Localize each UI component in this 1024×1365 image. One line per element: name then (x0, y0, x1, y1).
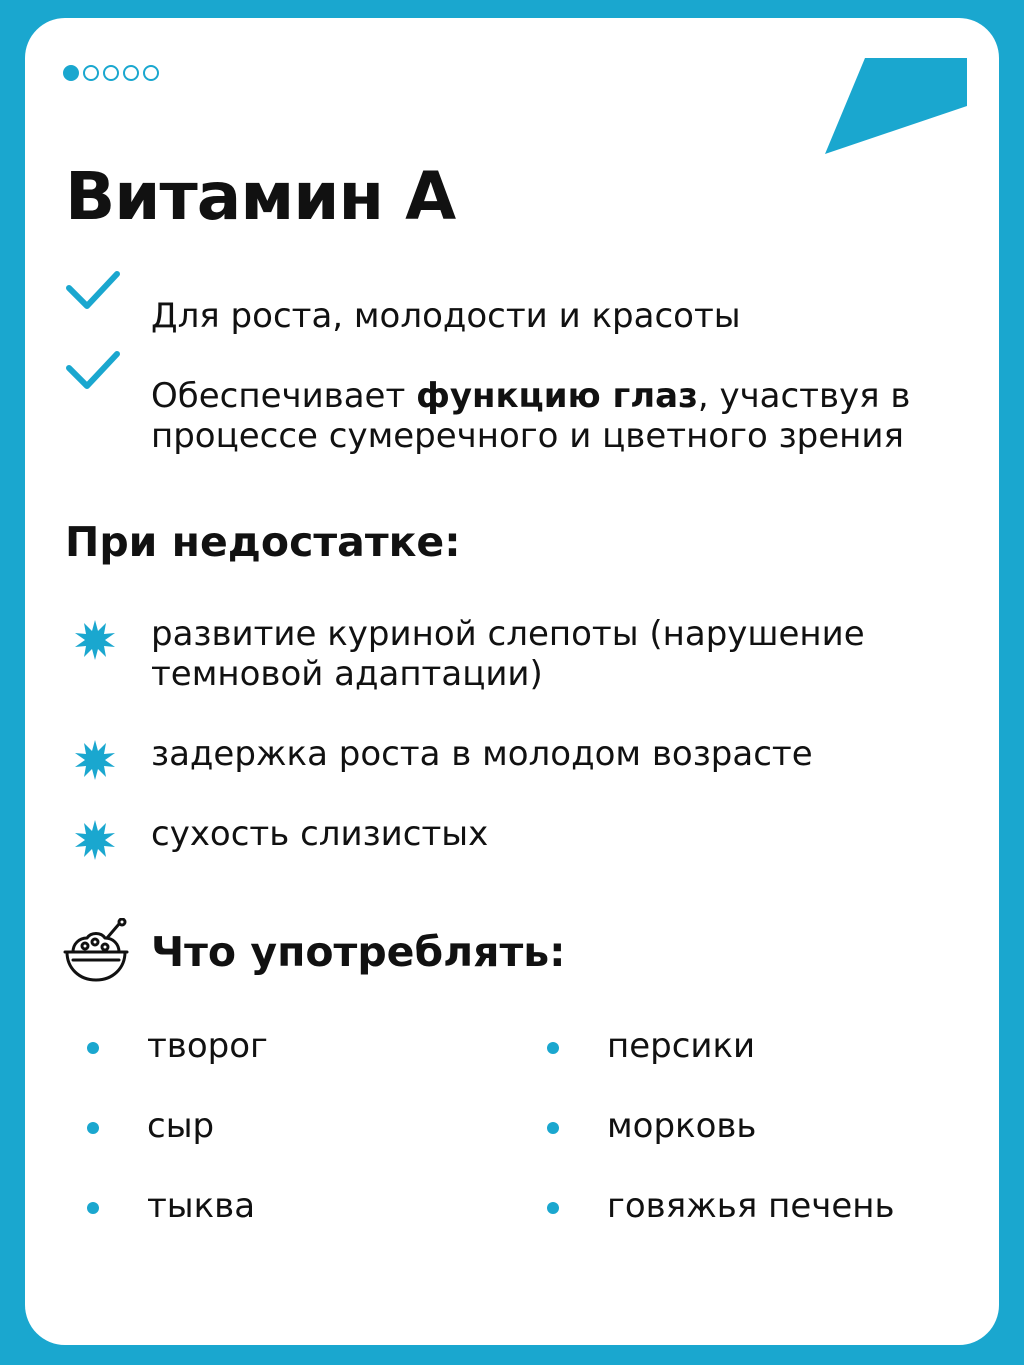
deficiency-text: развитие куриной слепоты (нарушение темновой адаптации) (151, 614, 865, 694)
star-burst-icon (73, 738, 117, 782)
pagination-dot-3[interactable] (103, 65, 119, 81)
page-title: Витамин А (65, 158, 456, 235)
food-text: тыква (147, 1186, 256, 1226)
food-text: творог (147, 1026, 268, 1066)
pagination-dots[interactable] (63, 65, 159, 81)
deficiency-text: задержка роста в молодом возрасте (151, 734, 813, 774)
benefit-text: Обеспечивает функцию глаз, участвуя в процессе сумеречного и цветного зрения (151, 376, 911, 456)
benefit-text: Для роста, молодости и красоты (151, 296, 741, 336)
pagination-dot-5[interactable] (143, 65, 159, 81)
star-burst-icon (73, 618, 117, 662)
benefit-bold-text: функцию глаз (416, 376, 698, 416)
pagination-dot-1[interactable] (63, 65, 79, 81)
check-icon (65, 270, 121, 314)
pagination-dot-4[interactable] (123, 65, 139, 81)
bullet-icon (547, 1042, 559, 1054)
bullet-icon (87, 1202, 99, 1214)
pagination-dot-2[interactable] (83, 65, 99, 81)
check-icon (65, 350, 121, 394)
content-card (25, 18, 999, 1345)
foods-title: Что употреблять: (151, 928, 566, 976)
food-bowl-icon (61, 918, 131, 984)
deficiency-title: При недостатке: (65, 518, 461, 566)
food-text: сыр (147, 1106, 215, 1146)
corner-decoration-shape (825, 58, 967, 154)
bullet-icon (547, 1122, 559, 1134)
foods-header (61, 916, 861, 996)
bullet-icon (87, 1122, 99, 1134)
food-text: морковь (607, 1106, 757, 1146)
deficiency-text: сухость слизистых (151, 814, 489, 854)
food-text: говяжья печень (607, 1186, 895, 1226)
bullet-icon (547, 1202, 559, 1214)
bullet-icon (87, 1042, 99, 1054)
star-burst-icon (73, 818, 117, 862)
food-text: персики (607, 1026, 756, 1066)
